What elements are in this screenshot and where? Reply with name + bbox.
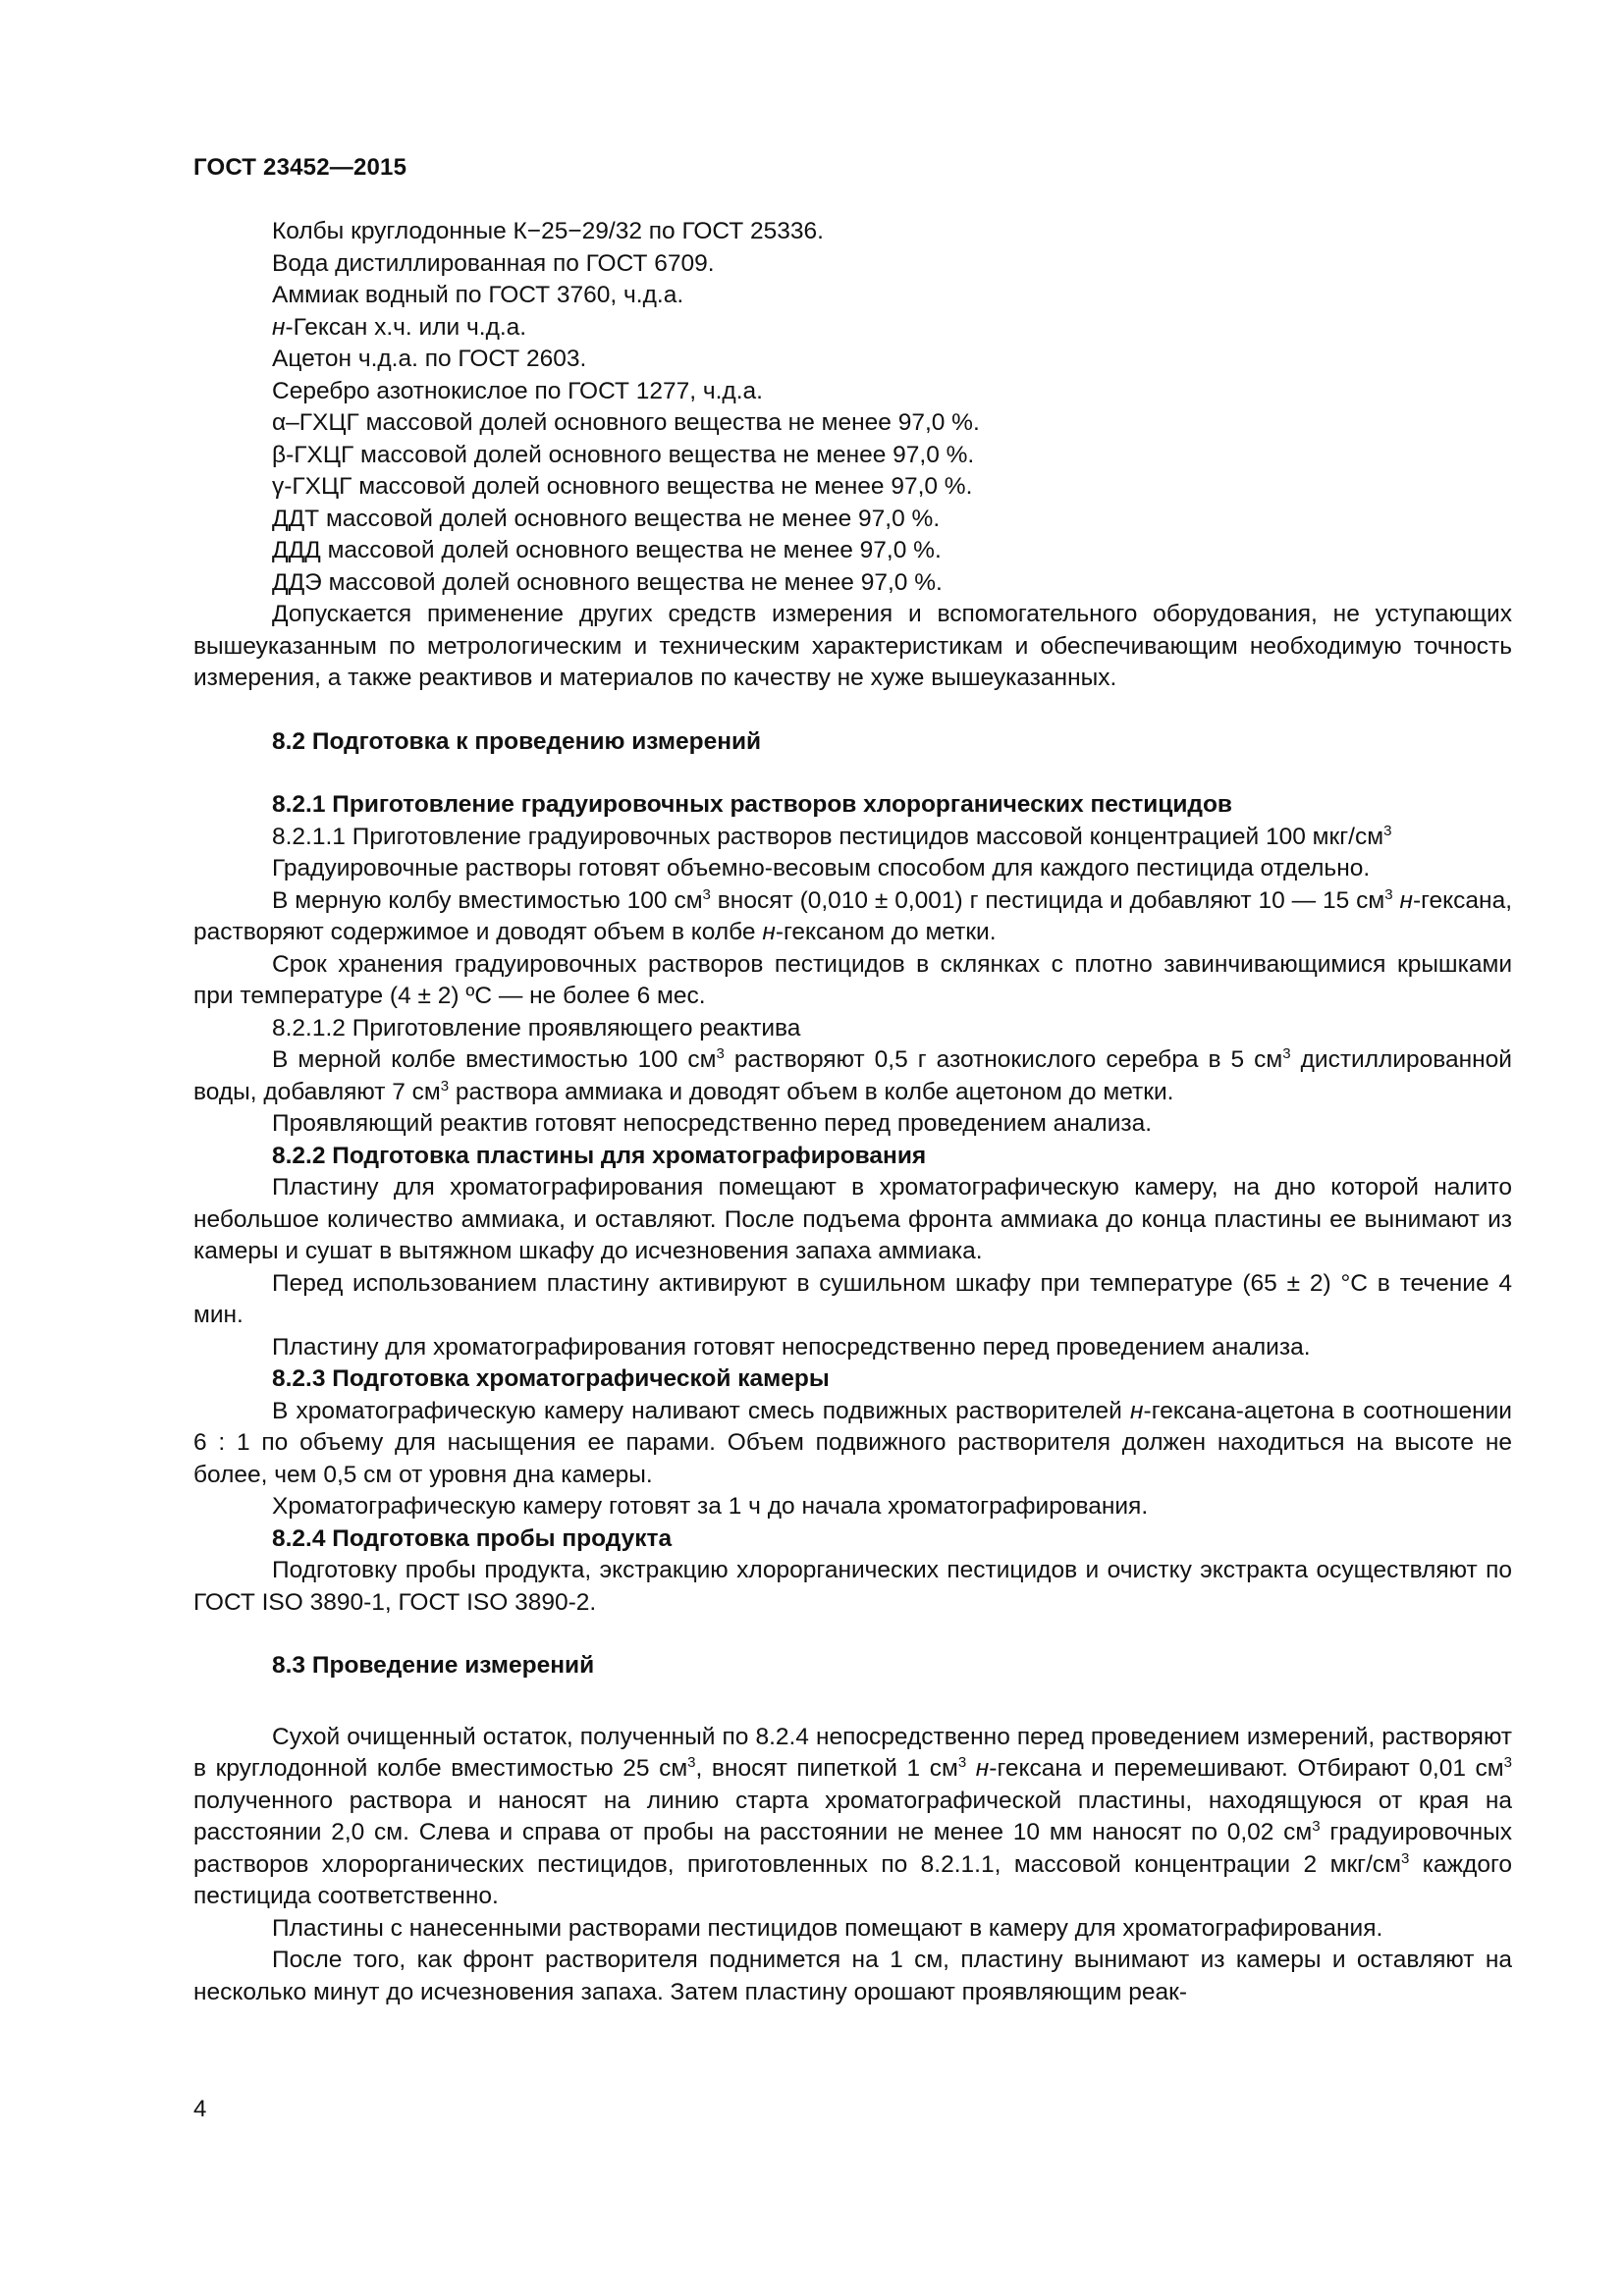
document-header: ГОСТ 23452—2015 bbox=[193, 154, 407, 181]
paragraph-chamber-2: Хроматографическую камеру готовят за 1 ч до начала хроматографирования. bbox=[272, 1493, 1149, 1520]
paragraph-plate-3: Пластину для хроматографирования готовят непосредственно перед проведением анализа. bbox=[272, 1333, 1311, 1361]
paragraph-plate-2: Перед использованием пластину активируют в сушильном шкафу при температуре (65 ± 2) °С в течение 4 мин. bbox=[193, 1269, 1512, 1328]
italic-n: н bbox=[272, 313, 286, 341]
paragraph-measure: Сухой очищенный остаток, полученный по 8.2.4 непосредственно перед проведением измерений, растворяют в круглодонной колбе вместимостью 25 $см^3$, вносят пипеткой 1 $см^3$ н-гексана и перемешивают. Отбирают 0,01 $см^3$ полученного раствора и наносят на линию старта хроматографической пластины, находящуюся от края на расстоянии 2,0 см. Слева и справа от пробы на расстоянии не менее 10 мм наносят по 0,02 $см^3$ градуировочных растворов хлорорганических пестицидов, приготовленных по 8.2.1.1, массовой концентрации 2 мкг/$см^3$ каждого пестицида соответственно. bbox=[193, 1723, 1512, 1909]
paragraph-flask: В мерную колбу вместимостью 100 $см^3$ вносят (0,010 ± 0,001) г пестицида и добавляют 10 — 15 $см^3$ н-гексана, растворяют содержимое и доводят объем в колбе н-гексаном до метки. bbox=[193, 885, 1512, 945]
list-item bbox=[193, 312, 1512, 345]
list-item: β-ГХЦГ массовой долей основного вещества не менее 97,0 %. bbox=[272, 441, 975, 468]
heading-8-2-1-2: 8.2.1.2 Приготовление проявляющего реактива bbox=[272, 1014, 801, 1041]
list-item: ДДД массовой долей основного вещества не менее 97,0 %. bbox=[272, 537, 942, 563]
heading-8-2: 8.2 Подготовка к проведению измерений bbox=[272, 727, 762, 755]
heading-8-2-1: 8.2.1 Приготовление градуировочных растворов хлорорганических пестицидов bbox=[272, 791, 1232, 818]
list-item: Ацетон ч.д.а. по ГОСТ 2603. bbox=[272, 346, 587, 372]
document-body bbox=[193, 216, 1512, 2008]
heading-8-2-4: 8.2.4 Подготовка пробы продукта bbox=[272, 1524, 673, 1552]
paragraph-reagent-prep: Проявляющий реактив готовят непосредственно перед проведением анализа. bbox=[272, 1110, 1153, 1137]
paragraph-chamber: В хроматографическую камеру наливают смесь подвижных растворителей н-гексана-ацетона в соотношении 6 : 1 по объему для насыщения ее парами. Объем подвижного растворителя должен находиться на высоте не более, чем 0,5 см от уровня дна камеры. bbox=[193, 1397, 1512, 1488]
list-item: α–ГХЦГ массовой долей основного вещества не менее 97,0 %. bbox=[272, 409, 980, 436]
heading-8-2-1-1: 8.2.1.1 Приготовление градуировочных растворов пестицидов массовой концентрацией 100 мкг/$см^3$ bbox=[272, 822, 1392, 850]
page-number: 4 bbox=[193, 2096, 207, 2122]
paragraph-allowed: Допускается применение других средств измерения и вспомогательного оборудования, не уступающих вышеуказанным по метрологическим и техническим характеристикам и обеспечивающим необходимую точность измерения, а также реактивов и материалов по качеству не хуже вышеуказанных. bbox=[193, 601, 1512, 691]
heading-8-2-2: 8.2.2 Подготовка пластины для хроматографирования bbox=[272, 1142, 927, 1169]
list-item: Вода дистиллированная по ГОСТ 6709. bbox=[272, 249, 715, 277]
paragraph-reagent: В мерной колбе вместимостью 100 $см^3$ растворяют 0,5 г азотнокислого серебра в 5 $см^3$ дистиллированной воды, добавляют 7 $см^3$ раствора аммиака и доводят объем в колбе ацетоном до метки. bbox=[193, 1044, 1512, 1105]
paragraph-storage: Срок хранения градуировочных растворов пестицидов в склянках с плотно завинчивающимися крышками при температуре (4 ± 2) ºС — не более 6 мес. bbox=[193, 950, 1512, 1009]
list-item: Колбы круглодонные К−25−29/32 по ГОСТ 25336. bbox=[272, 218, 824, 244]
paragraph-grad-prep: Градуировочные растворы готовят объемно-весовым способом для каждого пестицида отдельно. bbox=[272, 855, 1371, 881]
list-item: γ-ГХЦГ массовой долей основного вещества не менее 97,0 %. bbox=[272, 473, 973, 500]
paragraph-plates-chamber: Пластины с нанесенными растворами пестицидов помещают в камеру для хроматографирования. bbox=[272, 1914, 1383, 1942]
list-item: Аммиак водный по ГОСТ 3760, ч.д.а. bbox=[272, 282, 684, 308]
list-item: Серебро азотнокислое по ГОСТ 1277, ч.д.а. bbox=[272, 377, 763, 404]
paragraph-plate-1: Пластину для хроматографирования помещают в хроматографическую камеру, на дно которой налито небольшое количество аммиака, и оставляют. После подъема фронта аммиака до конца пластины ее вынимают из камеры и сушат в вытяжном шкафу до исчезновения запаха аммиака. bbox=[193, 1174, 1512, 1264]
paragraph-sample: Подготовку пробы продукта, экстракцию хлорорганических пестицидов и очистку экстракта осуществляют по ГОСТ ISO 3890-1, ГОСТ ISO 3890-2. bbox=[193, 1557, 1512, 1616]
list-text: -Гексан х.ч. или ч.д.а. bbox=[285, 313, 527, 341]
heading-8-3: 8.3 Проведение измерений bbox=[272, 1652, 595, 1679]
paragraph-after-front: После того, как фронт растворителя поднимется на 1 см, пластину вынимают из камеры и оставляют на несколько минут до исчезновения запаха. Затем пластину орошают проявляющим реак- bbox=[193, 1947, 1512, 2005]
list-item: ДДТ массовой долей основного вещества не менее 97,0 %. bbox=[272, 505, 941, 532]
list-item: ДДЭ массовой долей основного вещества не менее 97,0 %. bbox=[272, 568, 943, 596]
heading-8-2-3: 8.2.3 Подготовка хроматографической камеры bbox=[272, 1365, 830, 1392]
